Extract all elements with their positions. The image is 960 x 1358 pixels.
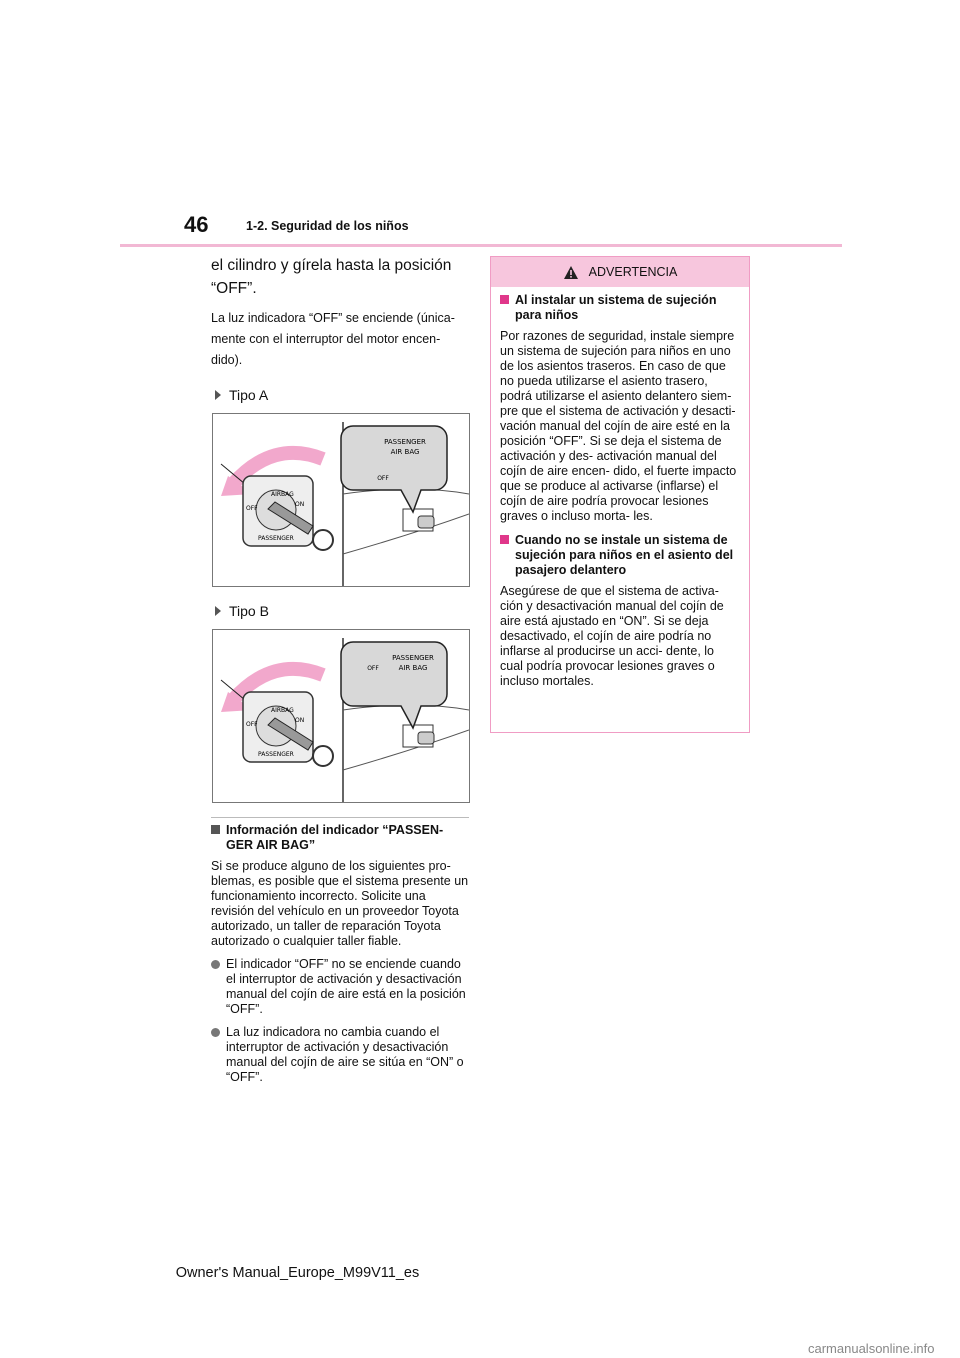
- warning-box: [490, 256, 750, 733]
- bullet-text: La luz indicadora no cambia cuando el interruptor de activación y desactivación manual del cojín de aire se sitúa en “ON” o “OFF”.: [226, 1025, 464, 1084]
- label-switch-passenger: PASSENGER: [258, 751, 294, 758]
- label-airbag-switch: AIRBAG: [271, 491, 294, 498]
- figure-tipo-a: [212, 413, 470, 587]
- list-item: [211, 957, 469, 1017]
- square-bullet-icon: [500, 295, 509, 304]
- label-airbag: AIR BAG: [398, 664, 428, 672]
- info-body: Si se produce alguno de los siguientes pro- blemas, es posible que el sistema presente un funcionamiento incorrecto. Solicite una revisión del vehículo en un proveedor Toyota autorizado, un taller de reparación Toyota autorizado o cualquier taller fiable.: [211, 859, 469, 948]
- footer-text: Owner's Manual_Europe_M99V11_es: [175, 1265, 420, 1281]
- left-column: [211, 254, 469, 1093]
- bullet-text: El indicador “OFF” no se enciende cuando el interruptor de activación y desactivación manual del cojín de aire está en la posición “OFF”.: [226, 957, 466, 1016]
- warning-subheading-1-text: Al instalar un sistema de sujeción para niños: [515, 293, 717, 322]
- airbag-switch-illustration-b: [213, 630, 469, 802]
- triangle-right-icon: [215, 390, 221, 400]
- circle-bullet-icon: [211, 960, 220, 969]
- warning-body: [491, 287, 749, 689]
- page-number: 46: [184, 212, 209, 237]
- list-item: [211, 1025, 469, 1085]
- label-off: OFF: [377, 475, 389, 482]
- watermark: carmanualsonline.info: [808, 1341, 935, 1356]
- lead-text: el cilindro y gírela hasta la posición “OFF”.: [211, 257, 452, 297]
- figure-tipo-b: [212, 629, 470, 803]
- info-heading-text: Información del indicador “PASSEN- GER AIR BAG”: [226, 823, 444, 852]
- label-off: OFF: [367, 665, 379, 672]
- warning-triangle-icon: [563, 265, 579, 280]
- label-airbag-switch: AIRBAG: [271, 707, 294, 714]
- header-rule: [120, 244, 842, 247]
- square-bullet-icon: [211, 825, 220, 834]
- label-passenger: PASSENGER: [384, 438, 426, 446]
- label-switch-on: ON: [295, 501, 305, 508]
- warning-title: ADVERTENCIA: [588, 265, 678, 279]
- label-switch-passenger: PASSENGER: [258, 535, 294, 542]
- warning-text-1: Por razones de seguridad, instale siempre un sistema de sujeción para niños en uno de los asientos traseros. En caso de que no pueda utilizarse el asiento trasero, podrá utilizarse el asiento delantero siem- pre que el sistema de activación y desacti- vación manual del cojín de aire esté en la posición “OFF”. Si se deja el sistema de activación y des- activación manual del cojín de aire encen- dido, el fuerte impacto que se produce al activarse (inflarse) el cojín de aire podría provocar lesiones graves o incluso morta- les.: [500, 329, 737, 523]
- label-passenger: PASSENGER: [392, 654, 434, 662]
- triangle-right-icon: [215, 606, 221, 616]
- warning-text-2: Asegúrese de que el sistema de activa- ción y desactivación manual del cojín de aire está ajustado en “ON”. Si se deja desactivado, el cojín de aire podría no inflarse al producirse un acci- dente, lo cual podría provocar lesiones graves o incluso mortales.: [500, 584, 724, 688]
- label-switch-off: OFF: [246, 505, 258, 512]
- label-airbag: AIR BAG: [390, 448, 420, 456]
- warning-header: [491, 257, 749, 287]
- note-text: La luz indicadora “OFF” se enciende (única- mente con el interruptor del motor encen- dido).: [211, 311, 455, 367]
- tipo-b-text: Tipo B: [229, 603, 269, 619]
- warning-subheading-2-text: Cuando no se instale un sistema de sujeción para niños en el asiento del pasajero delantero: [515, 533, 734, 577]
- tipo-b-label: [215, 603, 469, 619]
- info-heading: [211, 817, 469, 853]
- label-switch-off: OFF: [246, 721, 258, 728]
- square-bullet-icon: [500, 535, 509, 544]
- circle-bullet-icon: [211, 1028, 220, 1037]
- tipo-a-text: Tipo A: [229, 387, 269, 403]
- airbag-switch-illustration-a: [213, 414, 469, 586]
- tipo-a-label: [215, 387, 469, 403]
- warning-subheading-1: [500, 293, 739, 323]
- section-title: 1-2. Seguridad de los niños: [246, 219, 409, 233]
- label-switch-on: ON: [295, 717, 305, 724]
- warning-subheading-2: [500, 533, 739, 578]
